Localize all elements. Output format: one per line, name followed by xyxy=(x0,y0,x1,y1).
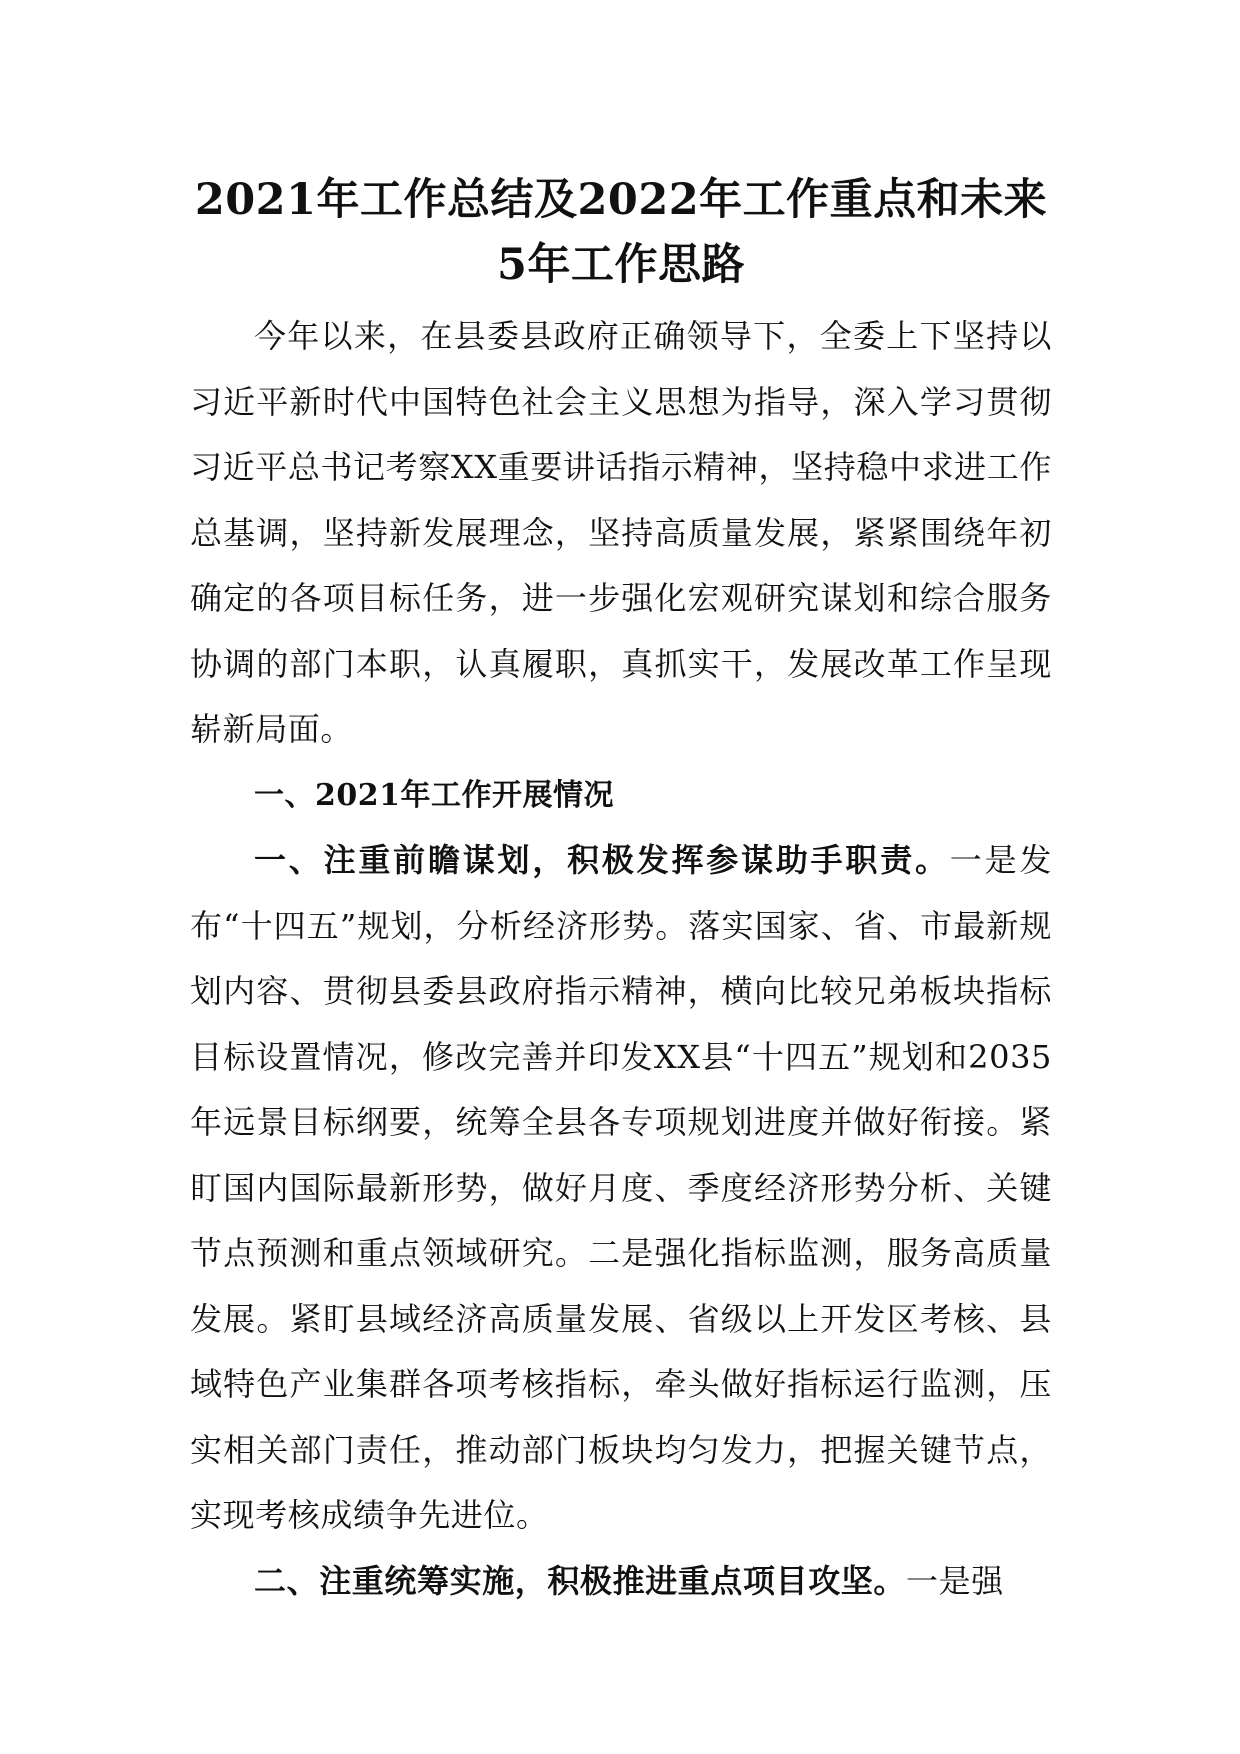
section-heading-1: 一、2021年工作开展情况 xyxy=(254,777,614,813)
intro-paragraph: 今年以来，在县委县政府正确领导下，全委上下坚持以习近平新时代中国特色社会主义思想为指导，深入学习贯彻习近平总书记考察XX重要讲话指示精神，坚持稳中求进工作总基调，坚持新发展理念，坚持高质量发展，紧紧围绕年初确定的各项目标任务，进一步强化宏观研究谋划和综合服务协调的部门本职，认真履职，真抓实干，发展改革工作呈现崭新局面。 xyxy=(190,317,1052,748)
title-line-2: 5年工作思路 xyxy=(497,240,745,290)
item-2-lead: 二、注重统筹实施，积极推进重点项目攻坚。 xyxy=(254,1561,907,1600)
document-page xyxy=(190,168,1052,1614)
title-line-1: 2021年工作总结及2022年工作重点和未来 xyxy=(194,175,1048,225)
item-1-lead: 一、注重前瞻谋划，积极发挥参谋助手职责。 xyxy=(254,841,950,879)
document-title xyxy=(190,168,1052,298)
item-2-body: 一是强 xyxy=(906,1561,1004,1600)
item-paragraph-2 xyxy=(190,1549,1052,1615)
item-paragraph-1 xyxy=(190,828,1052,1549)
item-1-body: 一是发布“十四五”规划，分析经济形势。落实国家、省、市最新规划内容、贯彻县委县政府指示精神，横向比较兄弟板块指标目标设置情况，修改完善并印发XX县“十四五”规划和2035年远景目标纲要，统筹全县各专项规划进度并做好衔接。紧盯国内国际最新形势，做好月度、季度经济形势分析、关键节点预测和重点领域研究。二是强化指标监测，服务高质量发展。紧盯县域经济高质量发展、省级以上开发区考核、县域特色产业集群各项考核指标，牵头做好指标运行监测，压实相关部门责任，推动部门板块均匀发力，把握关键节点，实现考核成绩争先进位。 xyxy=(190,841,1052,1534)
